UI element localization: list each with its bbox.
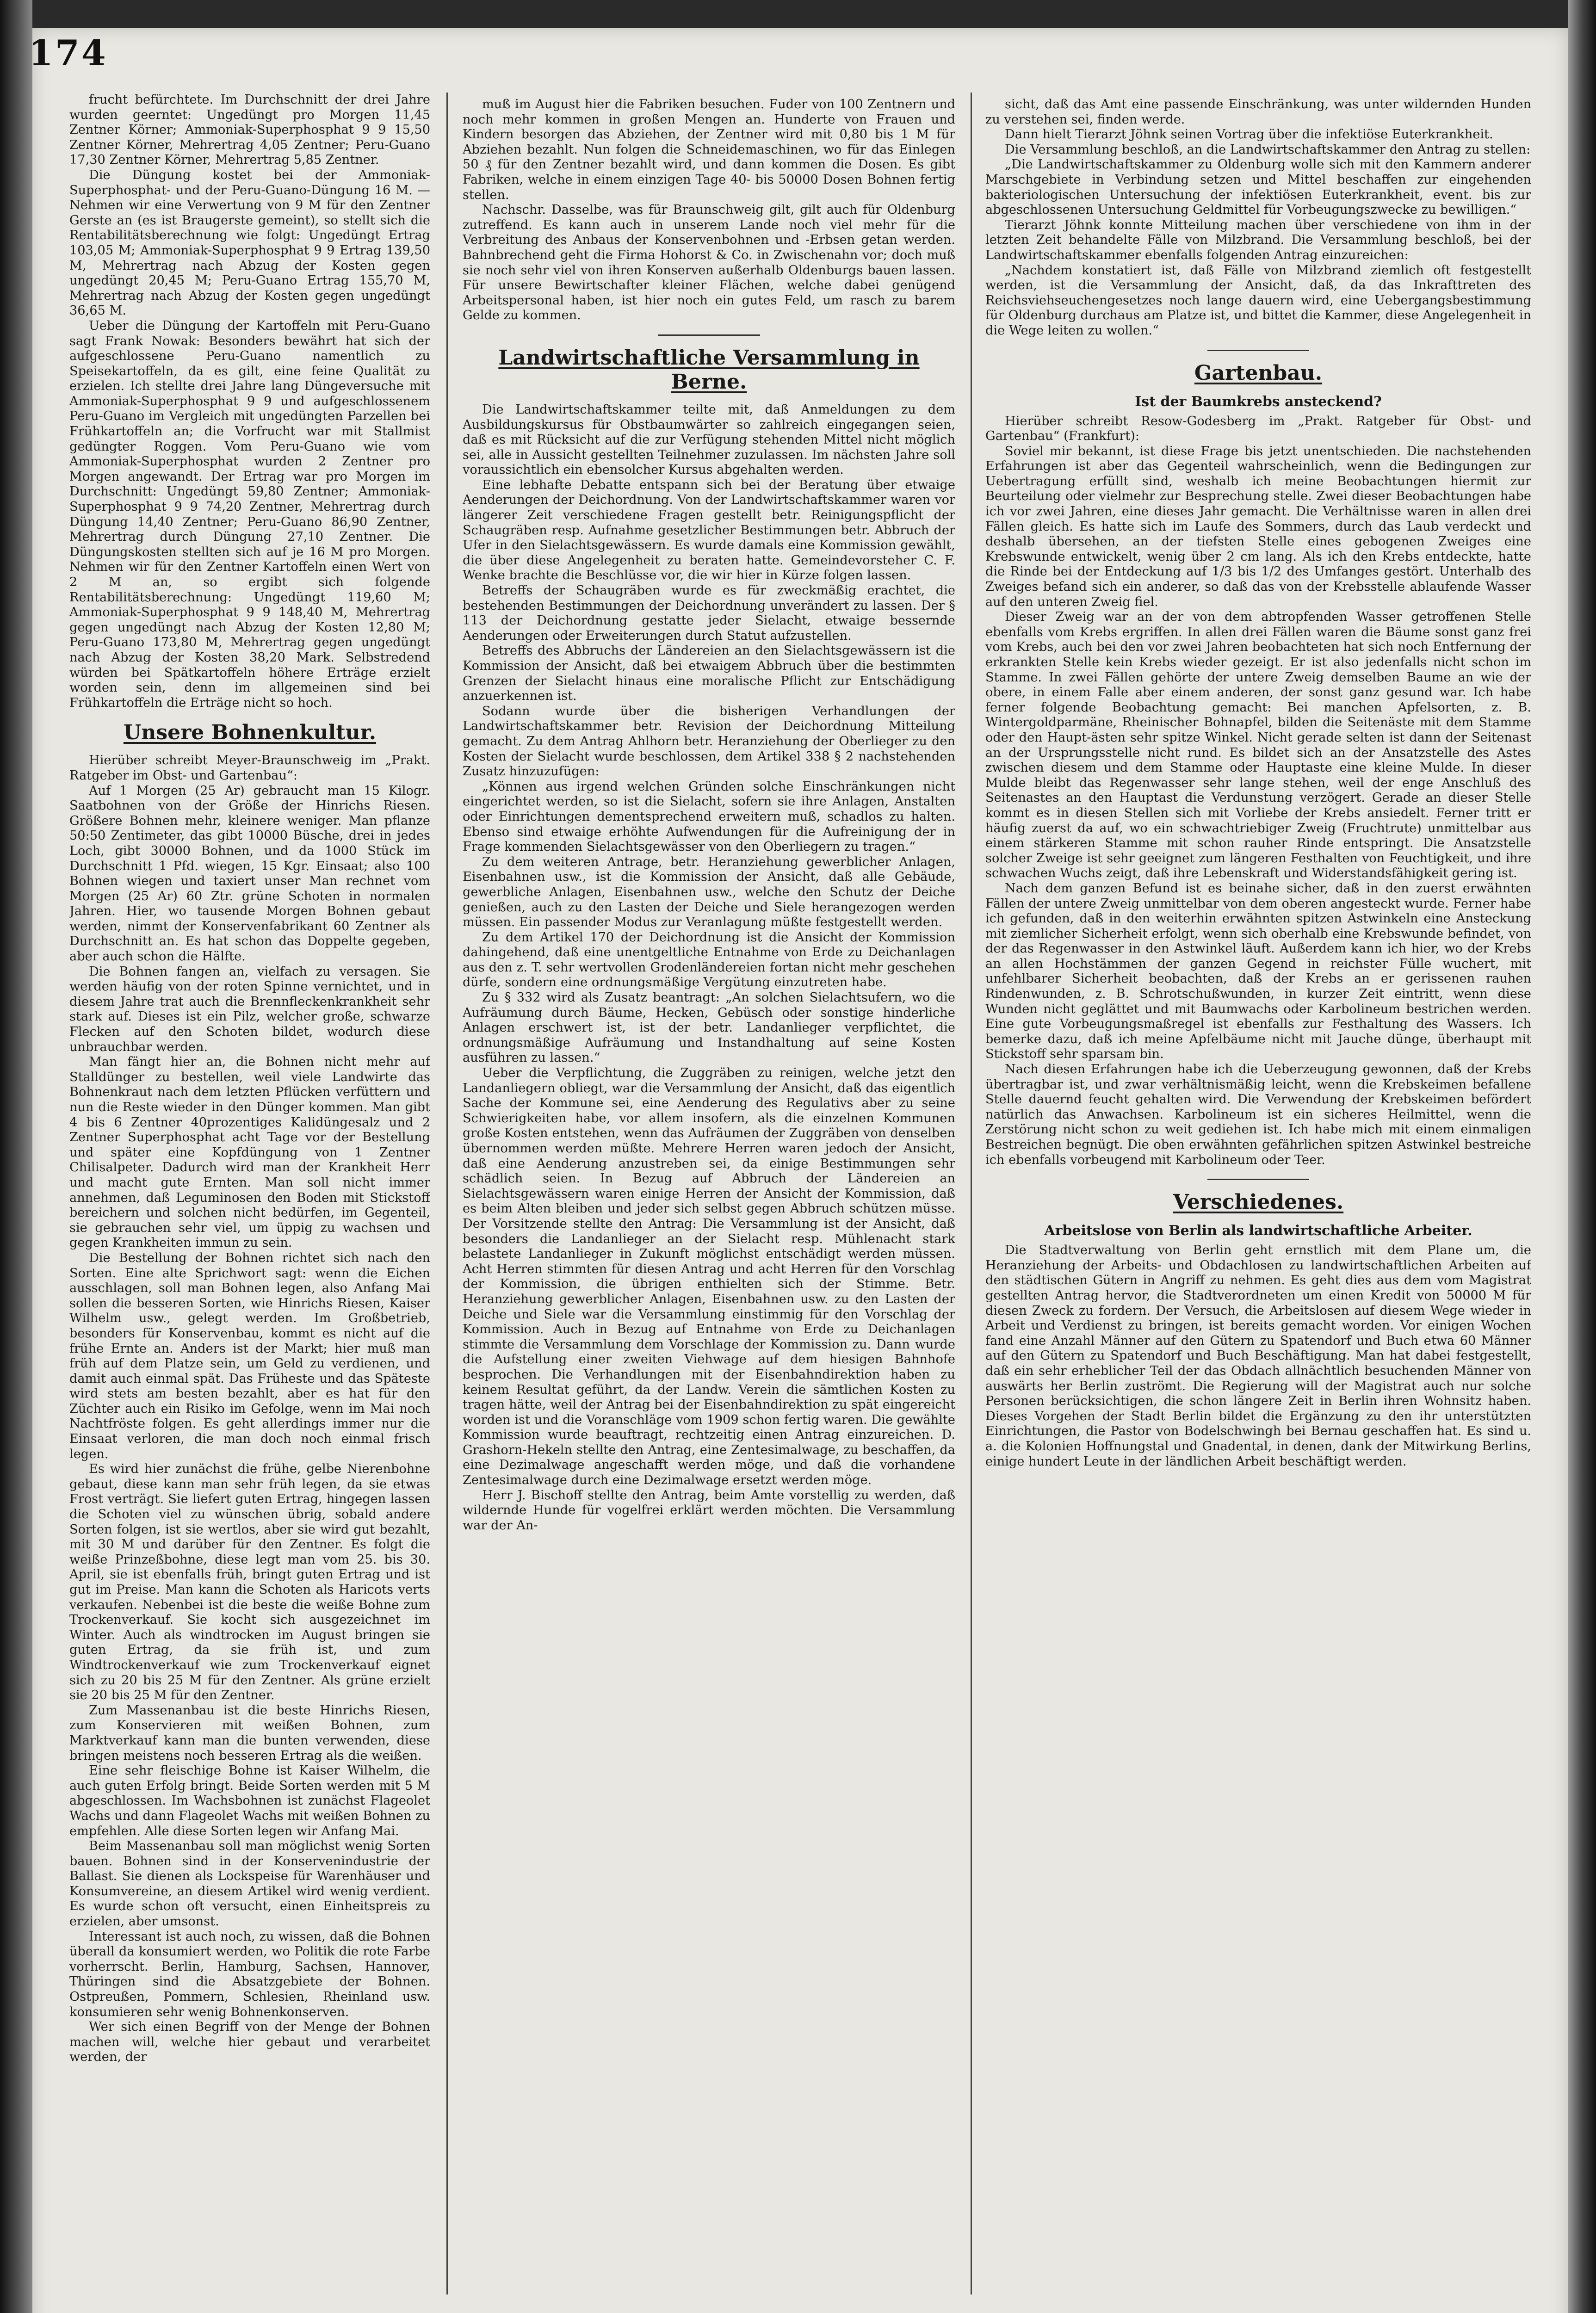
article-paragraph: Nachschr. Dasselbe, was für Braunschweig gilt, gilt auch für Oldenburg zutreffend. Es kann auch in unserem Lande noch viel mehr für die Verbreitung des Anbaus der Konservenbohnen und -Erbsen getan werden. Bahnbrechend geht die Firma Hohorst & Co. in Zwischenahn vor; doch muß sie noch sehr viel von ihren Konserven außerhalb Oldenburgs bauen lassen. Für unsere Bewirtschafter kleiner Flächen, welche dabei genügend Arbeitspersonal haben, ist hier noch ein gutes Feld, um rasch zu barem Gelde zu kommen. <box>463 203 955 323</box>
article-subheading: Ist der Baumkrebs ansteckend? <box>1135 393 1382 410</box>
article-paragraph: Tierarzt Jöhnk konnte Mitteilung machen über verschiedene von ihm in der letzten Zeit behandelte Fälle von Milzbrand. Die Versammlung beschloß, bei der Landwirtschaftskammer ebenfalls folgenden Antrag einzureichen: <box>985 217 1531 262</box>
article-paragraph: Zu dem Artikel 170 der Deichordnung ist die Ansicht der Kommission dahingehend, daß eine unentgeltliche Entnahme von Erde zu Deichanlagen aus den z. T. sehr wertvollen Grodenländereien fortan nicht mehr geschehen dürfe, sondern eine ordnungsmäßige Vergütung einzutreten habe. <box>463 930 955 990</box>
article-paragraph: Zum Massenanbau ist die beste Hinrichs Riesen, zum Konservieren mit weißen Bohnen, zum Marktverkauf kann man die bunten verwenden, diese bringen meistens noch besseren Ertrag als die weißen. <box>69 1703 430 1763</box>
section-divider <box>1207 350 1309 351</box>
column-rule <box>446 93 448 2294</box>
article-paragraph: Auf 1 Morgen (25 Ar) gebraucht man 15 Kilogr. Saatbohnen von der Größe der Hinrichs Riesen. Größere Bohnen mehr, kleinere weniger. Man pflanze 50:50 Zentimeter, das gibt 10000 Büsche, drei in jedes Loch, gibt 30000 Bohnen, und da 1000 Stück im Durchschnitt 1 Pfd. wiegen, 15 Kgr. Einsaat; also 100 Bohnen wiegen und taxiert unser Man rechnet vom Morgen (25 Ar) 60 Ztr. grüne Schoten in normalen Jahren. Hier, wo tausende Morgen Bohnen gebaut werden, nimmt der Konservenfabrikant 60 Zentner als Durchschnitt an. Es hat schon das Doppelte gegeben, aber auch schon die Hälfte. <box>69 783 430 964</box>
article-paragraph: Hierüber schreibt Resow-Godesberg im „Prakt. Ratgeber für Obst- und Gartenbau“ (Frankfurt): <box>985 414 1531 444</box>
article-paragraph: „Können aus irgend welchen Gründen solche Einschränkungen nicht eingerichtet werden, so ist die Sielacht, sofern sie ihre Anlagen, Anstalten oder Einrichtungen dementsprechend erweitern muß, schadlos zu halten. Ebenso sind etwaige erhöhte Aufwendungen für die Aufreinigung der in Frage kommenden Sielachtsgewässer von den Oberliegern zu tragen.“ <box>463 779 955 854</box>
column-right <box>985 97 1531 2299</box>
article-paragraph: Es wird hier zunächst die frühe, gelbe Nierenbohne gebaut, diese kann man sehr früh legen, da sie etwas Frost verträgt. Sie liefert guten Ertrag, hingegen lassen die Schoten viel zu wünschen übrig, sobald andere Sorten folgen, ist sie wertlos, aber sie wird gut bezahlt, mit 30 M und darüber für den Zentner. Es folgt die weiße Prinzeßbohne, diese legt man vom 25. bis 30. April, sie ist ebenfalls früh, bringt guten Ertrag und ist gut im Preise. Man kann die Schoten als Haricots verts verkaufen. Nebenbei ist die beste die weiße Bohne zum Trockenverkauf. Sie kocht sich ausgezeichnet im Winter. Auch als windtrocken im August bringen sie guten Ertrag, da sie früh ist, und zum Windtrockenverkauf wie zum Trockenverkauf eignet sich zu 20 bis 25 M für den Zentner. Als grüne erzielt sie 20 bis 25 M für den Zentner. <box>69 1462 430 1703</box>
article-paragraph: Die Versammlung beschloß, an die Landwirtschaftskammer den Antrag zu stellen: <box>1005 142 1531 157</box>
article-paragraph: sicht, daß das Amt eine passende Einschränkung, was unter wildernden Hunden zu verstehen sei, finden werde. <box>985 97 1531 127</box>
article-heading: Unsere Bohnenkultur. <box>123 721 377 745</box>
page-edge <box>1568 0 1596 2313</box>
article-paragraph: Betreffs der Schaugräben wurde es für zweckmäßig erachtet, die bestehenden Bestimmungen der Deichordnung unverändert zu lassen. Der § 113 der Deichordnung gestatte jeder Sielacht, etwaige bessernde Aenderungen oder Erweiterungen durch Statut aufzustellen. <box>463 583 955 643</box>
column-middle <box>463 97 955 2299</box>
article-paragraph: Hierüber schreibt Meyer-Braunschweig im „Prakt. Ratgeber im Obst- und Gartenbau“: <box>69 753 430 783</box>
article-paragraph: Wer sich einen Begriff von der Menge der Bohnen machen will, welche hier gebaut und verarbeitet werden, der <box>69 2020 430 2065</box>
article-paragraph: Ueber die Verpflichtung, die Zuggräben zu reinigen, welche jetzt den Landanliegern obliegt, war die Versammlung der Ansicht, daß das eigentlich Sache der Kommune sei, eine Aenderung des Regulativs aber zu seine Schwierigkeiten habe, vor allem insofern, als die einzelnen Kommunen große Kosten entstehen, wenn das Aufräumen der Zuggräben von denselben übernommen werden müßte. Mehrere Herren waren jedoch der Ansicht, daß eine Aenderung anzustreben sei, da einige Bestimmungen sehr schädlich seien. In Bezug auf Abbruch der Ländereien an Sielachtsgewässern waren einige Herren der Ansicht der Kommission, daß es beim Alten bleiben und jeder sich selbst gegen Abbruch schützen müsse. Der Vorsitzende stellte den Antrag: Die Versammlung ist der Ansicht, daß besonders die Landanlieger an der Sielacht resp. Mühlenacht stark belastete Landanlieger in Zukunft möglichst entschädigt werden müssen. Acht Herren stimmten für diesen Antrag und acht Herren für den Vorschlag der Kommission, die übrigen enthielten sich der Stimme. Betr. Heranziehung gewerblicher Anlagen, Eisenbahnen usw. zu den Lasten der Deiche und Siele war die Versammlung einstimmig für den Vorschlag der Kommission. Auch in Bezug auf Entnahme von Erde zu Deichanlagen stimmte die Versammlung dem Vorschlage der Kommission zu. Dann wurde die Aufstellung einer zweiten Viehwage auf dem hiesigen Bahnhofe besprochen. Die Verhandlungen mit der Eisenbahndirektion haben zu keinem Resultat geführt, da der Landw. Verein die sämtlichen Kosten zu tragen hätte, weil der Antrag bei der Eisenbahndirektion zu spät eingereicht worden ist und die Voranschläge vom 1909 schon fertig waren. Die gewählte Kommission wurde beauftragt, rechtzeitig einen Antrag einzureichen. D. Grashorn-Hekeln stellte den Antrag, eine Zentesimalwage, zu beschaffen, da eine Dezimalwage angeschafft werden möge, und daß die vorhandene Zentesimalwage durch eine Dezimalwage ersetzt werden möge. <box>463 1066 955 1488</box>
article-paragraph: „Die Landwirtschaftskammer zu Oldenburg wolle sich mit den Kammern anderer Marschgebiete in Verbindung setzen und Mittel beschaffen zur eingehenden bakteriologischen Untersuchung der infektiösen Euterkrankheit, event. bis zur abgeschlossenen Untersuchung Geldmittel für Vorbeugungszwecke zu bewilligen.“ <box>985 157 1531 217</box>
article-paragraph: Nach diesen Erfahrungen habe ich die Ueberzeugung gewonnen, daß der Krebs übertragbar ist, und zwar verhältnismäßig leicht, wenn die Krebskeimen befallene Stelle dauernd feucht gehalten wird. Die Verwendung der Krebskeimen befördert natürlich das Anwachsen. Karbolineum ist ein sicheres Heilmittel, wenn die Zerstörung nicht schon zu weit gediehen ist. Ich habe mich mit einem einmaligen Bestreichen begnügt. Die oben erwähnten gefährlichen spitzen Astwinkel bestreiche ich ebenfalls vorbeugend mit Karbolineum oder Teer. <box>985 1062 1531 1167</box>
article-paragraph: Sodann wurde über die bisherigen Verhandlungen der Landwirtschaftskammer betr. Revision der Deichordnung Mitteilung gemacht. Zu dem Antrag Ahlhorn betr. Heranziehung der Oberlieger zu den Kosten der Sielacht wurde beschlossen, dem Artikel 338 § 2 nachstehenden Zusatz hinzuzufügen: <box>463 704 955 779</box>
article-paragraph: Dann hielt Tierarzt Jöhnk seinen Vortrag über die infektiöse Euterkrankheit. <box>1005 127 1493 142</box>
section-divider <box>1207 1179 1309 1180</box>
article-paragraph: Interessant ist auch noch, zu wissen, daß die Bohnen überall da konsumiert werden, wo Politik die rote Farbe vorherrscht. Berlin, Hamburg, Sachsen, Hannover, Thüringen sind die Absatzgebiete der Bohnen. Ostpreußen, Pommern, Schlesien, Rheinland usw. konsumieren sehr wenig Bohnenkonserven. <box>69 1929 430 2019</box>
article-paragraph: Soviel mir bekannt, ist diese Frage bis jetzt unentschieden. Die nachstehenden Erfahrungen ist aber das Gegenteil wahrscheinlich, wenn die Bedingungen zur Uebertragung erfüllt sind, weshalb ich meine Beobachtungen hiermit zur Beurteilung oder vielmehr zur Besprechung stelle. Zwei dieser Beobachtungen habe ich vor zwei Jahren, eine dieses Jahr gemacht. Die Verhältnisse waren in allen drei Fällen gleich. Es hatte sich im Laufe des Sommers, durch das Laub verdeckt und deshalb übersehen, an der tiefsten Stelle eines gebogenen Zweiges eine Krebswunde entwickelt, wenig über 2 cm lang. Als ich den Krebs entdeckte, hatte die Rinde bei der Entdeckung auf 1/3 bis 1/2 des Umfanges gestört. Unterhalb des Zweiges befand sich ein anderer, so daß das von der Krebsstelle ablaufende Wasser auf den unteren Zweig fiel. <box>985 444 1531 609</box>
article-heading: Landwirtschaftliche Versammlung in Berne. <box>498 346 920 394</box>
article-paragraph: Nach dem ganzen Befund ist es beinahe sicher, daß in den zuerst erwähnten Fällen der untere Zweig unmittelbar von dem oberen angesteckt wurde. Ferner habe ich gefunden, daß in den weiterhin erwähnten spitzen Astwinkeln eine Ansteckung mit ziemlicher Sicherheit erfolgt, wenn sich oberhalb eine Krebswunde befindet, von der das Regenwasser in den Astwinkel läuft. Außerdem kann ich hier, wo der Krebs an allen Hochstämmen der ganzen Gegend in reichster Fülle wuchert, mit unfehlbarer Sicherheit beobachten, daß der Krebs an er gerissenen rauhen Rindenwunden, z. B. Schrotschußwunden, in kurzer Zeit eintritt, wenn diese Wunden nicht geglättet und mit Baumwachs oder Karbolineum bestrichen werden. Eine gute Vorbeugungsmaßregel ist ebenfalls zur Festhaltung des Wassers. Ich bemerke dazu, daß ich meine Apfelbäume nicht mit Jauche dünge, überhaupt mit Stickstoff sehr sparsam bin. <box>985 881 1531 1062</box>
article-paragraph: Die Landwirtschaftskammer teilte mit, daß Anmeldungen zu dem Ausbildungskursus für Obstbaumwärter so zahlreich eingegangen seien, daß es mit Rücksicht auf die zur Verfügung stehenden Mittel nicht möglich sei, alle in Aussicht gestellten Teilnehmer zuzulassen. Im nächsten Jahre soll voraussichtlich ein ebensolcher Kursus abgehalten werden. <box>463 402 955 477</box>
article-paragraph: Die Stadtverwaltung von Berlin geht ernstlich mit dem Plane um, die Heranziehung der Arbeits- und Obdachlosen zu landwirtschaftlichen Arbeiten auf den städtischen Gütern in Angriff zu nehmen. Es geht dies aus dem vom Magistrat gestellten Antrag hervor, die Stadtverordneten um einen Kredit von 50000 M für diesen Zweck zu fordern. Der Versuch, die Arbeitslosen auf diesem Wege wieder in Arbeit und Verdienst zu bringen, ist bereits gemacht worden. Vor einigen Wochen fand eine Anzahl Männer auf den Gütern zu Spatendorf und Buch etwa 60 Männer auf den Gütern zu Spatendorf und Buch Beschäftigung. Man hat dabei festgestellt, daß ein sehr erheblicher Teil der das Obdach allnächtlich besuchenden Männer von auswärts her Berlin zuströmt. Die Regierung will der Magistrat auch nur solche Personen berücksichtigen, die schon längere Zeit in Berlin ihren Wohnsitz haben. Dieses Vorgehen der Stadt Berlin bildet die Ergänzung zu den ihr unterstützten Einrichtungen, die Pastor von Bodelschwingh bei Bernau geschaffen hat. Es sind u. a. die Kolonien Hoffnungstal und Gnadental, in denen, dank der Mitwirkung Berlins, einige hundert Leute in der ländlichen Arbeit beschäftigt werden. <box>985 1243 1531 1469</box>
column-rule <box>971 93 972 2294</box>
article-paragraph: Beim Massenanbau soll man möglichst wenig Sorten bauen. Bohnen sind in der Konservenindustrie der Ballast. Sie dienen als Lockspeise für Warenhäuser und Konsumvereine, an diesem Artikel wird wenig verdient. Es wurde schon oft versucht, einen Einheitspreis zu erzielen, aber umsonst. <box>69 1839 430 1929</box>
article-paragraph: Eine lebhafte Debatte entspann sich bei der Beratung über etwaige Aenderungen der Deichordnung. Von der Landwirtschaftskammer waren vor längerer Zeit verschiedene Fragen gestellt betr. Reinigungspflicht der Schaugräben resp. Aufnahme gesetzlicher Bestimmungen betr. Abbruch der Ufer in den Sielachtsgewässern. Es wurde damals eine Kommission gewählt, die über diese Angelegenheit zu beraten hatte. Gemeindevorsteher C. F. Wenke brachte die Beschlüsse vor, die wir hier in Kürze folgen lassen. <box>463 477 955 583</box>
section-divider <box>658 334 760 336</box>
article-paragraph: Zu § 332 wird als Zusatz beantragt: „An solchen Sielachtsufern, wo die Aufräumung durch Bäume, Hecken, Gebüsch oder sonstige hinderliche Anlagen erschwert ist, ist der betr. Landanlieger verpflichtet, die ordnungsmäßige Aufräumung und Instandhaltung auf seine Kosten ausführen zu lassen.“ <box>463 990 955 1065</box>
section-heading: Verschiedenes. <box>1173 1190 1344 1214</box>
article-paragraph: „Nachdem konstatiert ist, daß Fälle von Milzbrand ziemlich oft festgestellt werden, ist die Versammlung der Ansicht, daß, da das Inkrafttreten des Reichsviehseuchengesetzes noch lange dauern wird, eine Uebergangsbestimmung für Oldenburg durchaus am Platze ist, und bittet die Kammer, diese Angelegenheit in die Wege leiten zu wollen.“ <box>985 263 1531 338</box>
book-binding-edge <box>0 0 32 2313</box>
page-number: 174 <box>29 32 108 74</box>
article-paragraph: Dieser Zweig war an der von dem abtropfenden Wasser getroffenen Stelle ebenfalls vom Krebs ergriffen. In allen drei Fällen waren die Bäume sonst ganz frei vom Krebs, auch bei den vor zwei Jahren beobachteten hat sich noch Entfernung der erkrankten Stelle kein Krebs wieder gezeigt. Er ist also jedenfalls nicht schon im Stamme. In zwei Fällen gehörte der untere Zweig demselben Baume an wie der obere, in einem Falle aber einem anderen, der sonst ganz gesund war. Ich habe ferner folgende Beobachtung gemacht: Bei manchen Apfelsorten, z. B. Wintergoldparmäne, Rheinischer Bohnapfel, bilden die Seitenäste mit dem Stamme oder den Haupt-ästen sehr spitze Winkel. Nicht gerade selten ist dann der Seitenast an der Ursprungsstelle nicht rund. Es bildet sich an der Ansatzstelle des Astes zwischen diesem und dem Stamme oder Hauptaste eine kleine Mulde. In dieser Mulde bleibt das Regenwasser sehr lange stehen, weil der enge Anschluß des Seitenastes an den Hauptast die Verdunstung verzögert. Gerade an dieser Stelle kommt es in diesen Stellen sich mit Vorliebe der Krebs ansiedelt. Ferner tritt er häufig zuerst da auf, wo ein schwachtriebiger Zweig (Fruchtrute) unmittelbar aus einem stärkeren Stamme mit schon rauher Rinde entspringt. Die Ansatzstelle solcher Zweige ist sehr geeignet zum längeren Festhalten von Feuchtigkeit, und ihre schwachen Wuchs zeigt, daß ihre Lebenskraft und Widerstandsfähigkeit gering ist. <box>985 610 1531 881</box>
article-paragraph: Zu dem weiteren Antrage, betr. Heranziehung gewerblicher Anlagen, Eisenbahnen usw., ist die Kommission der Ansicht, daß alle Gebäude, gewerbliche Anlagen, Eisenbahnen usw., welche den Schutz der Deiche genießen, auch zu den Lasten der Deiche und Siele herangezogen werden müssen. Ein passender Modus zur Veranlagung müßte festgestellt werden. <box>463 854 955 930</box>
article-paragraph: Die Bestellung der Bohnen richtet sich nach den Sorten. Eine alte Sprichwort sagt: wenn die Eichen ausschlagen, soll man Bohnen legen, also Anfang Mai sollen die besseren Sorten, wie Hinrichs Riesen, Kaiser Wilhelm usw., gelegt werden. Im Großbetrieb, besonders für Konservenbau, kommt es nicht auf die frühe Ernte an. Anders ist der Markt; hier muß man früh auf dem Platze sein, um Geld zu verdienen, und damit auch einmal spät. Das Früheste und das Späteste wird stets am besten bezahlt, aber es hat für den Züchter auch ein Risiko im Gefolge, wenn im Mai noch Nachtfröste folgen. Es geht allerdings immer nur die Einsaat verloren, die man doch noch einmal frisch legen. <box>69 1250 430 1461</box>
column-left <box>69 93 430 2294</box>
article-paragraph: Eine sehr fleischige Bohne ist Kaiser Wilhelm, die auch guten Erfolg bringt. Beide Sorten werden mit 5 M abgeschlossen. Im Wachsbohnen ist zunächst Flageolet Wachs und dann Flageolet Wachs mit weißen Bohnen zu empfehlen. Alle diese Sorten legen wir Anfang Mai. <box>69 1763 430 1838</box>
article-paragraph: Die Düngung kostet bei der Ammoniak-Superphosphat- und der Peru-Guano-Düngung 16 M. — Nehmen wir eine Verwertung von 9 M für den Zentner Gerste an (es ist Braugerste gemeint), so stellt sich die Rentabilitätsberechnung wie folgt: Ungedüngt Ertrag 103,05 M; Ammoniak-Superphosphat 9 9 Ertrag 139,50 M, Mehrertrag nach Abzug der Kosten gegen ungedüngt 20,45 M; Peru-Guano Ertrag 155,70 M, Mehrertrag nach Abzug der Kosten gegen ungedüngt 36,65 M. <box>69 167 430 318</box>
article-paragraph: Ueber die Düngung der Kartoffeln mit Peru-Guano sagt Frank Nowak: Besonders bewährt hat sich der aufgeschlossene Peru-Guano namentlich zu Speisekartoffeln, da es gilt, eine feine Qualität zu erzielen. Ich stellte drei Jahre lang Düngeversuche mit Ammoniak-Superphosphat 9 9 und aufgeschlossenem Peru-Guano im Vergleich mit ungedüngten Parzellen bei Frühkartoffeln an; die Vorfrucht war mit Stallmist gedüngter Roggen. Vom Peru-Guano wie vom Ammoniak-Superphosphat wurden 2 Zentner pro Morgen angewandt. Der Ertrag war pro Morgen im Durchschnitt: Ungedüngt 59,80 Zentner; Ammoniak-Superphosphat 9 9 74,20 Zentner, Mehrertrag durch Düngung 14,40 Zentner; Peru-Guano 86,90 Zentner, Mehrertrag durch Düngung 27,10 Zentner. Die Düngungskosten stellten sich auf je 16 M pro Morgen. Nehmen wir für den Zentner Kartoffeln einen Wert von 2 M an, so ergibt sich folgende Rentabilitätsberechnung: Ungedüngt 119,60 M; Ammoniak-Superphosphat 9 9 148,40 M, Mehrertrag gegen ungedüngt nach Abzug der Kosten 12,80 M; Peru-Guano 173,80 M, Mehrertrag gegen ungedüngt nach Abzug der Kosten 38,20 Mark. Selbstredend würden bei Spätkartoffeln höhere Erträge erzielt worden sein, denn im allgemeinen sind bei Frühkartoffeln die Erträge nicht so hoch. <box>69 318 430 710</box>
article-paragraph: frucht befürchtete. Im Durchschnitt der drei Jahre wurden geerntet: Ungedüngt pro Morgen 11,45 Zentner Körner; Ammoniak-Superphosphat 9 9 15,50 Zentner Körner, Mehrertrag 4,05 Zentner; Peru-Guano 17,30 Zentner Körner, Mehrertrag 5,85 Zentner. <box>69 93 430 167</box>
article-paragraph: muß im August hier die Fabriken besuchen. Fuder von 100 Zentnern und noch mehr kommen in großen Mengen an. Hunderte von Frauen und Kindern besorgen das Abziehen, der Zentner wird mit 0,80 bis 1 M für Abziehen bezahlt. Nun folgen die Schneidemaschinen, wo für das Einlegen 50 ₰ für den Zentner bezahlt wird, und dann kommen die Dosen. Es gibt Fabriken, welche in einem einzigen Tage 40- bis 50000 Dosen Bohnen fertig stellen. <box>463 97 955 202</box>
article-paragraph: Betreffs des Abbruchs der Ländereien an den Sielachtsgewässern ist die Kommission der Ansicht, daß bei etwaigem Abbruch über die bestimmten Grenzen der Sielacht hinaus eine moralische Pflicht zur Entschädigung anzuerkennen ist. <box>463 643 955 704</box>
section-heading: Gartenbau. <box>1194 361 1323 385</box>
article-subheading: Arbeitslose von Berlin als landwirtschaftliche Arbeiter. <box>1044 1223 1472 1239</box>
article-paragraph: Man fängt hier an, die Bohnen nicht mehr auf Stalldünger zu bestellen, weil viele Landwirte das Bohnenkraut nach dem letzten Pflücken verfüttern und nun die Reste wieder in den Dünger kommen. Man gibt 4 bis 6 Zentner 40prozentiges Kalidüngesalz und 2 Zentner Superphosphat acht Tage vor der Bestellung und später eine Kopfdüngung von 1 Zentner Chilisalpeter. Dadurch wird man der Krankheit Herr und macht gute Ernten. Man soll nicht immer annehmen, daß Leguminosen den Boden mit Stickstoff bereichern und solchen nicht bedürfen, im Gegenteil, sie gebrauchen sehr viel, um üppig zu wachsen und gegen Krankheiten immun zu sein. <box>69 1055 430 1250</box>
article-paragraph: Die Bohnen fangen an, vielfach zu versagen. Sie werden häufig von der roten Spinne vernichtet, und in diesem Jahre trat auch die Brennfleckenkrankheit sehr stark auf. Dieses ist ein Pilz, welcher große, schwarze Flecken auf den Schoten bildet, wodurch diese unbrauchbar werden. <box>69 964 430 1054</box>
article-paragraph: Herr J. Bischoff stellte den Antrag, beim Amte vorstellig zu werden, daß wildernde Hunde für vogelfrei erklärt werden möchten. Die Versammlung war der An- <box>463 1488 955 1533</box>
